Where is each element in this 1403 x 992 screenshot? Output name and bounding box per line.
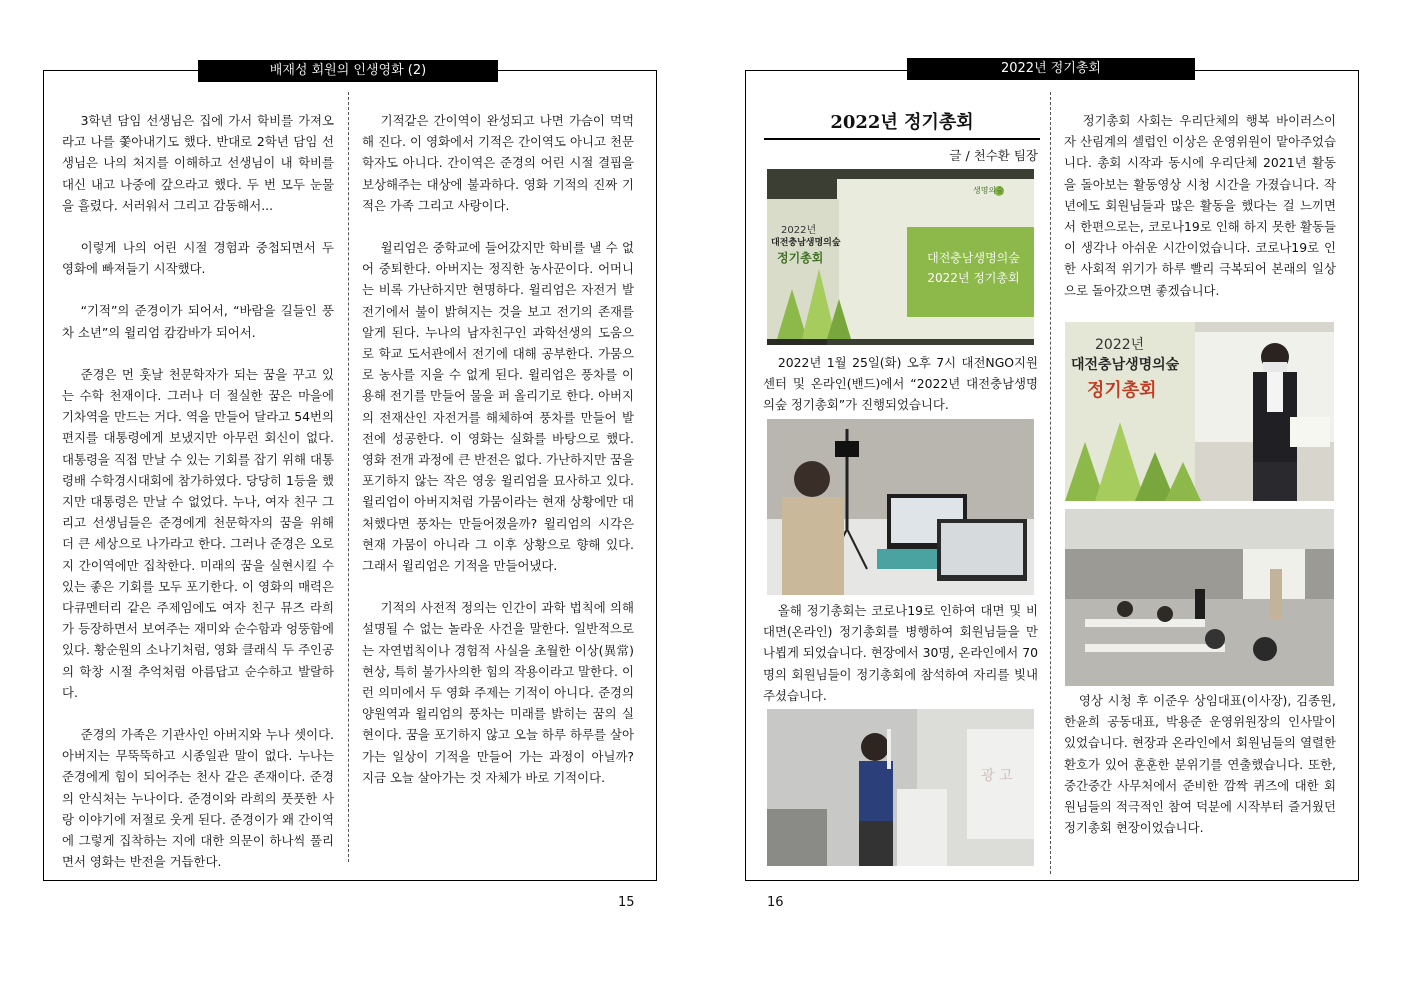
page-number-right: 16 — [767, 895, 784, 910]
paragraph: 3학년 담임 선생님은 집에 가서 학비를 가져오라고 나를 쫓아내기도 했다. 반대로 2학년 담임 선생님은 나의 처지를 이해하고 선생님이 내 학비를 대신 내고 나중에 갚으라고 했다. 두 번 모두 눈물을 흘렸다. 서러워서 그리고 감동해서... — [62, 113, 334, 213]
right-column-top — [1064, 110, 1336, 322]
banner-org-text: 대전충남생명의숲 — [1071, 357, 1180, 373]
photo-speaker — [1065, 322, 1334, 501]
paragraph: 정기총회 사회는 우리단체의 행복 바이러스이자 산림계의 셀럽인 이상은 운영위원이 맡아주었습니다. 총회 시작과 동시에 우리단체 2021년 활동을 돌아보는 활동영상 시청 시간을 가졌습니다. 작년에도 회원님들과 많은 활동을 했다는 걸 느끼면서 한편으로는, 코로나19로 인해 하지 못한 활동들이 생각나 아쉬운 시간이었습니다. 코로나19로 인한 사회적 위기가 하루 빨리 극복되어 본래의 일상으로 돌아갔으면 좋겠습니다. — [1064, 113, 1336, 298]
slide-title-text: 정기총회 — [777, 251, 824, 265]
paragraph: 기적같은 간이역이 완성되고 나면 가슴이 먹먹해 진다. 이 영화에서 기적은 간이역도 아니고 천문학자도 아니다. 간이역은 준경의 어린 시절 결핍을 보상해주는 대상에 불과하다. 영화 기적의 진짜 기적은 가족 그리고 사랑이다. — [362, 113, 634, 213]
byline: 글 / 천수환 팀장 — [949, 148, 1038, 163]
paragraph: 윌리엄은 중학교에 들어갔지만 학비를 낼 수 없어 중퇴한다. 아버지는 정직한 농사꾼이다. 어머니는 비록 가난하지만 현명하다. 윌리엄은 자전거 발전기에서 불이 밝혀지는 것을 보고 전기의 존재를 알게 된다. 누나의 남자친구인 과학선생의 도움으로 학교 도서관에서 전기에 대해 공부한다. 가뭄으로 농사를 지을 수 없게 된다. 윌리엄은 풍차를 이용해 전기를 만들어 물을 퍼 올리기로 한다. 아버지의 전재산인 자전거를 해체하여 풍차를 만들어 발전에 성공한다. 이 영화는 실화를 바탕으로 했다. 영화 전개 과정에 큰 반전은 없다. 가난하지만 꿈을 포기하지 않는 작은 영웅 윌리엄을 묘사하고 있다. 윌리엄이 아버지처럼 가뭄이라는 현재 상황에만 대처했다면 풍차는 만들어졌을까? 윌리엄의 시각은 현재 가뭄이 아니라 그 이후 상황으로 향해 있다. 그래서 윌리엄은 기적을 만들어냈다. — [362, 240, 634, 574]
paragraph: “기적”의 준경이가 되어서, “바람을 길들인 풍차 소년”의 윌리엄 캄캄바가 되어서. — [62, 303, 334, 340]
page-number-left: 15 — [618, 895, 635, 910]
attendees-illustration — [1065, 509, 1334, 686]
article-title: 2022년 정기총회 — [830, 112, 974, 133]
screen-partial-text: 광 고 — [981, 768, 1013, 784]
paragraph: 기적의 사전적 정의는 인간이 과학 법칙에 의해 설명될 수 없는 놀라운 사건을 말한다. 일반적으로는 자연법칙이나 경험적 사실을 초월한 이상(異常) 현상, 특히 불가사의한 힘의 작용이라고 말한다. 이런 의미에서 두 영화 주제는 기적이 아니다. 준경의 양원역과 윌리엄의 풍차는 미래를 밝히는 꿈의 실현이다. 꿈을 포기하지 않고 오늘 하루 하루를 살아가는 일상이 기적을 만들어 가는 과정이 아닐까? 지금 오늘 살아가는 것 자체가 바로 기적이다. — [362, 600, 634, 785]
left-column-2 — [362, 110, 634, 809]
slide-org-text: 대전충남생명의숲 — [771, 238, 841, 248]
paragraph: 이렇게 나의 어린 시절 경험과 중첩되면서 두 영화에 빠져들기 시작했다. — [62, 240, 334, 277]
right-column-divider — [1050, 92, 1051, 874]
photo-slide-screen — [767, 169, 1034, 345]
screen-line1: 대전충남생명의숲 — [927, 251, 1020, 265]
left-column-divider — [348, 92, 349, 862]
caption-1: 2022년 1월 25일(화) 오후 7시 대전NGO지원센터 및 온라인(밴드)에서 “2022년 대전충남생명의숲 정기총회”가 진행되었습니다. — [763, 355, 1038, 413]
photo-online-broadcast — [767, 419, 1034, 595]
left-column-1 — [62, 110, 334, 894]
screen-logo-text: 생명의숲 — [973, 186, 1004, 195]
slide-year-text: 2022년 — [781, 225, 817, 236]
banner-year-text: 2022년 — [1095, 337, 1145, 353]
banner-title-text: 정기총회 — [1087, 380, 1157, 401]
title-rule — [764, 138, 1040, 140]
paragraph: 준경은 먼 훗날 천문학자가 되는 꿈을 꾸고 있는 수학 천재이다. 그러나 더 절실한 꿈은 마을에 기차역을 만드는 거다. 역을 만들어 달라고 54번의 편지를 대통령에게 보냈지만 아무런 회신이 없다. 대통령을 직접 만날 수 있는 기회를 잡기 위해 대통령배 수학경시대회에 참가하였다. 당당히 1등을 했지만 대통령은 만날 수 없었다. 누나, 여자 친구 그리고 선생님들은 준경에게 천문학자의 꿈을 위해 더 큰 세상으로 나가라고 한다. 그러나 준경은 오로지 간이역에만 집착한다. 미래의 꿈을 실현시킬 수 있는 좋은 기회를 모두 포기한다. 이 영화의 매력은 다큐멘터리 같은 주제임에도 여자 친구 뮤즈 라희가 등장하면서 보여주는 재미와 순수함과 엉뚱함에 있다. 황순원의 소나기처럼, 영화 클래식 두 주인공의 학창 시절 추억처럼 아름답고 순수하고 발랄하다. — [62, 366, 334, 700]
broadcast-illustration — [767, 419, 1034, 595]
screen-line2: 2022년 정기총회 — [927, 271, 1020, 285]
left-page-banner: 배재성 회원의 인생영화 (2) — [198, 60, 498, 82]
photo-attendees — [1065, 509, 1334, 686]
caption-right-bottom: 영상 시청 후 이준우 상임대표(이사장), 김종원, 한윤희 공동대표, 박용준 운영위원장의 인사말이 있었습니다. 현장과 온라인에서 회원님들의 열렬한 환호가 있어 훈훈한 분위기를 연출했습니다. 또한, 중간중간 사무처에서 준비한 깜짝 퀴즈에 대한 회원님들의 적극적인 참여 덕분에 시작부터 즐거웠던 정기총회 현장이었습니다. — [1064, 693, 1336, 836]
paragraph: 준경의 가족은 기관사인 아버지와 누나 셋이다. 아버지는 무뚝뚝하고 시종일관 말이 없다. 누나는 준경에게 힘이 되어주는 천사 같은 존재이다. 준경의 안식처는 누나이다. 준경이와 라희의 풋풋한 사랑 이야기에 저절로 웃게 된다. 준경이가 왜 간이역에 그렇게 집착하는 지에 대한 의문이 하나씩 풀리면서 영화는 반전을 거듭한다. — [62, 727, 334, 870]
photo-mc-on-stage — [767, 709, 1034, 866]
mc-stage-illustration — [767, 709, 1034, 866]
caption-2: 올해 정기총회는 코로나19로 인하여 대면 및 비대면(온라인) 정기총회를 병행하여 회원님들을 만나뵙게 되었습니다. 현장에서 30명, 온라인에서 70명의 회원님들이 정기총회에 참석하여 자리를 빛내주셨습니다. — [763, 603, 1038, 703]
right-page-banner: 2022년 정기총회 — [907, 58, 1195, 80]
